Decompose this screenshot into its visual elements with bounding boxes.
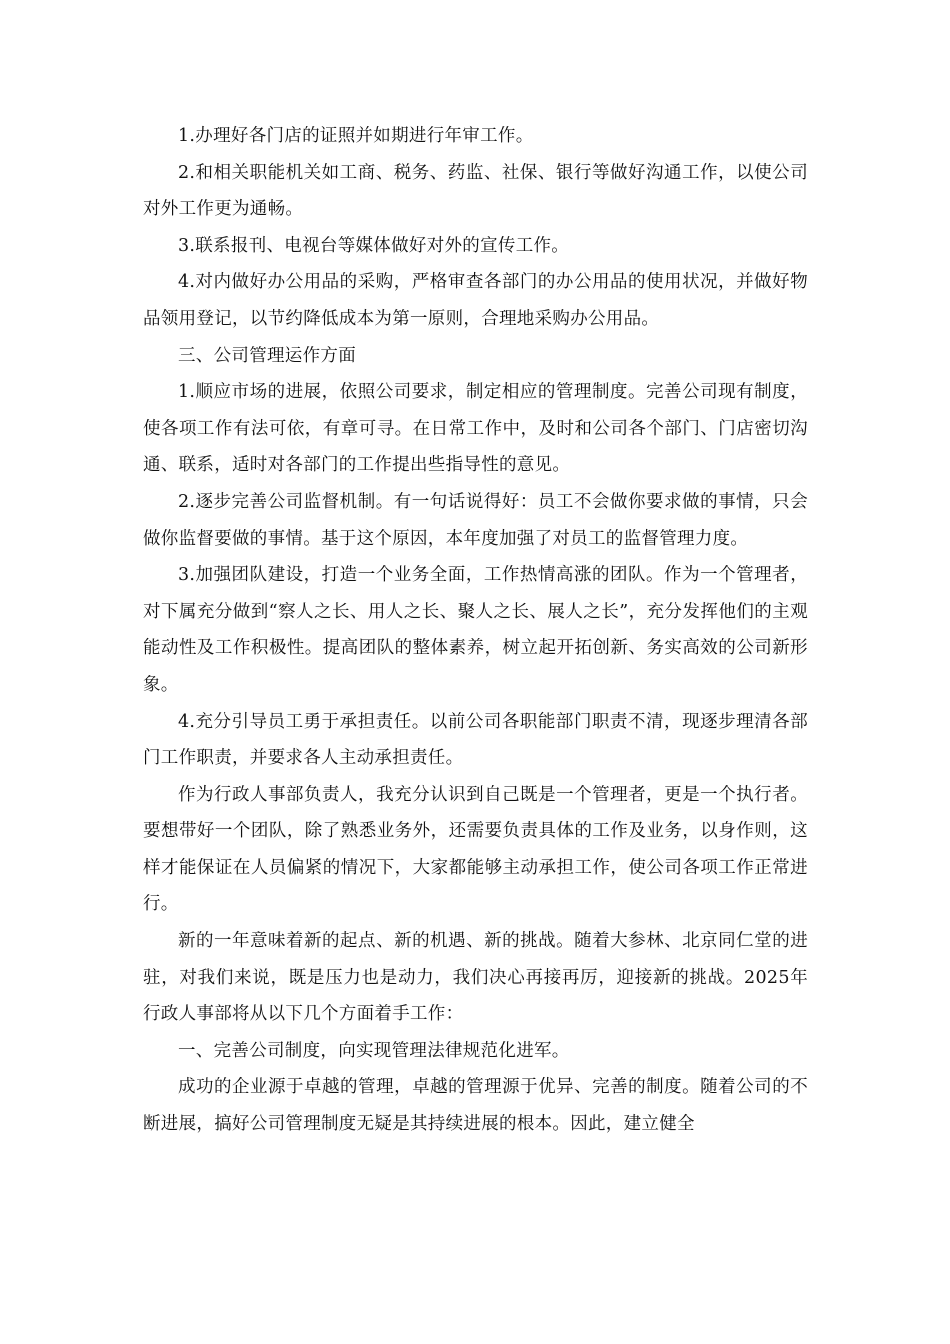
self-reflection-paragraph: 作为行政人事部负责人，我充分认识到自己既是一个管理者，更是一个执行者。要想带好一个团队，除了熟悉业务外，还需要负责具体的工作及业务，以身作则，这样才能保证在人员偏紧的情况下，大家都能够主动承担工作，使公司各项工作正常进行。 bbox=[143, 784, 808, 915]
section-heading-3: 三、公司管理运作方面 bbox=[178, 345, 356, 366]
management-item-1: 1.顺应市场的进展，依照公司要求，制定相应的管理制度。完善公司现有制度，使各项工作有法可依，有章可寻。在日常工作中，及时和公司各个部门、门店密切沟通、联系，适时对各部门的工作提出些指导性的意见。 bbox=[143, 382, 808, 476]
paragraph-item-4: 4.对内做好办公用品的采购，严格审查各部门的办公用品的使用状况，并做好物品领用登记，以节约降低成本为第一原则，合理地采购办公用品。 bbox=[143, 272, 808, 329]
document-body bbox=[143, 118, 808, 1143]
management-item-2: 2.逐步完善公司监督机制。有一句话说得好：员工不会做你要求做的事情，只会做你监督要做的事情。基于这个原因，本年度加强了对员工的监督管理力度。 bbox=[143, 491, 808, 549]
plan-paragraph-1: 成功的企业源于卓越的管理，卓越的管理源于优异、完善的制度。随着公司的不断进展，搞好公司管理制度无疑是其持续进展的根本。因此，建立健全 bbox=[143, 1077, 808, 1135]
paragraph-item-3: 3.联系报刊、电视台等媒体做好对外的宣传工作。 bbox=[178, 235, 570, 256]
paragraph-item-2: 2.和相关职能机关如工商、税务、药监、社保、银行等做好沟通工作，以使公司对外工作更为通畅。 bbox=[143, 162, 808, 220]
new-year-paragraph: 新的一年意味着新的起点、新的机遇、新的挑战。随着大参林、北京同仁堂的进驻，对我们来说，既是压力也是动力，我们决心再接再厉，迎接新的挑战。2025年行政人事部将从以下几个方面着手工作： bbox=[143, 931, 808, 1025]
management-item-4: 4.充分引导员工勇于承担责任。以前公司各职能部门职责不清，现逐步理清各部门工作职责，并要求各人主动承担责任。 bbox=[143, 711, 808, 769]
paragraph-item-1: 1.办理好各门店的证照并如期进行年审工作。 bbox=[178, 126, 534, 146]
management-item-3: 3.加强团队建设，打造一个业务全面，工作热情高涨的团队。作为一个管理者，对下属充分做到“察人之长、用人之长、聚人之长、展人之长”，充分发挥他们的主观能动性及工作积极性。提高团队的整体素养，树立起开拓创新、务实高效的公司新形象。 bbox=[143, 565, 808, 695]
plan-heading-1: 一、完善公司制度，向实现管理法律规范化进军。 bbox=[178, 1040, 570, 1061]
